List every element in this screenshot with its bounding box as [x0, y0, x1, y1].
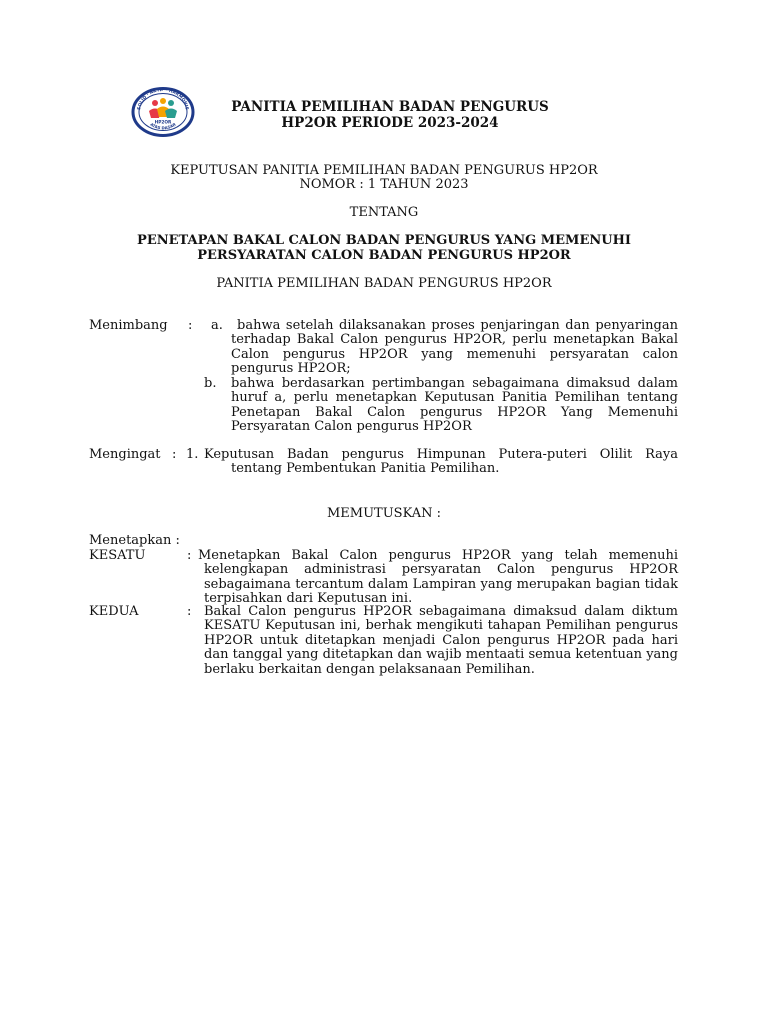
kesatu-label: KESATU — [89, 548, 146, 563]
menimbang-label: Menimbang — [89, 318, 168, 333]
logo-center-text: HP2OR — [154, 120, 172, 126]
decree-subject-line2: PERSYARATAN CALON BADAN PENGURUS HP2OR — [197, 248, 571, 263]
mengingat-item1-text: Keputusan Badan pengurus Himpunan Putera-puteri Olilit Raya tentang Pembentukan Panitia Pemilihan. — [204, 447, 678, 477]
decree-about: TENTANG — [349, 205, 419, 220]
kedua-text: Bakal Calon pengurus HP2OR sebagaimana dimaksud dalam diktum KESATU Keputusan ini, berhak mengikuti tahapan Pemilihan pengurus HP2OR untuk ditetapkan menjadi Calon pengurus HP2OR pada hari dan tanggal yang ditetapkan dan wajib mentaati semua ketentuan yang berlaku berkaitan dengan pelaksanaan Pemilihan. — [204, 604, 678, 677]
menimbang-a-marker: a. — [211, 318, 223, 333]
decree-title: KEPUTUSAN PANITIA PEMILIHAN BADAN PENGURUS HP2OR — [170, 163, 598, 178]
decree-subject-line1: PENETAPAN BAKAL CALON BADAN PENGURUS YANG MEMENUHI — [137, 233, 631, 248]
logo-bottom-text: ATAS DASAR — [149, 121, 177, 131]
menimbang-separator: : — [188, 318, 193, 333]
mengingat-label: Mengingat — [89, 447, 161, 462]
mengingat-separator: : — [172, 447, 177, 462]
organization-logo — [131, 87, 195, 137]
kedua-separator: : — [187, 604, 192, 619]
kedua-label: KEDUA — [89, 604, 139, 619]
organization-title-line2: HP2OR PERIODE 2023-2024 — [281, 115, 499, 131]
menimbang-a-text: bahwa setelah dilaksanakan proses penjaringan dan penyaringan terhadap Bakal Calon pengurus HP2OR, perlu menetapkan Bakal Calon pengurus HP2OR yang memenuhi persyaratan calon pengurus HP2OR; — [231, 318, 678, 377]
decree-issuer: PANITIA PEMILIHAN BADAN PENGURUS HP2OR — [216, 276, 552, 291]
logo-top-text: SOLID · AKTIF · HARMONIS — [137, 87, 189, 111]
kesatu-text: Menetapkan Bakal Calon pengurus HP2OR yang telah memenuhi kelengkapan administrasi persyaratan Calon pengurus HP2OR sebagaimana tercantum dalam Lampiran yang merupakan bagian tidak terpisahkan dari Keputusan ini. — [198, 548, 678, 607]
decree-number: NOMOR : 1 TAHUN 2023 — [299, 177, 469, 192]
mengingat-item1-marker: 1. — [186, 447, 199, 462]
kesatu-separator: : — [187, 548, 192, 563]
organization-title-line1: PANITIA PEMILIHAN BADAN PENGURUS — [231, 99, 549, 115]
menimbang-b-marker: b. — [204, 376, 217, 391]
menimbang-b-text: bahwa berdasarkan pertimbangan sebagaimana dimaksud dalam huruf a, perlu menetapkan Keputusan Panitia Pemilihan tentang Penetapan Bakal Calon pengurus HP2OR Yang Memenuhi Persyaratan Calon pengurus HP2OR — [231, 376, 678, 435]
memutuskan-heading: MEMUTUSKAN : — [326, 506, 442, 521]
organization-logo-icon — [131, 87, 195, 137]
menetapkan-label: Menetapkan : — [89, 533, 180, 548]
